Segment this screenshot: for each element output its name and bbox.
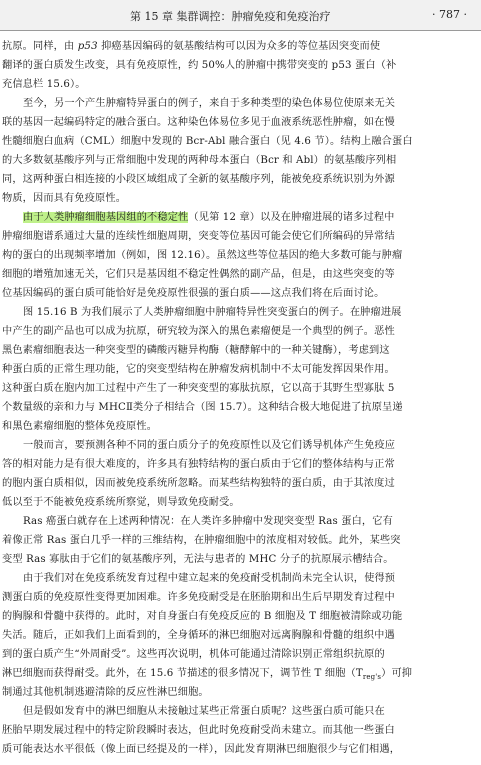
text-line [2,246,478,265]
text-segment: 种蛋白质的正常生理功能，它的突变型结构在肿瘤发病机制中不太可能发挥因果作用。 [2,364,395,375]
text-line [2,151,478,170]
text-line [2,265,478,284]
text-segment: 抗原。同样，由 [2,41,78,52]
text-segment: 答的相对能力是有很大难度的，许多具有独特结构的蛋白质由于它们的整体结构与正常 [2,459,395,470]
text-segment: 这种蛋白质在胞内加工过程中产生了一种突变型的寡肽抗原，它以高于其野生型寡肽 5 [2,383,395,394]
text-line [2,512,478,531]
text-segment: 肿瘤细胞谱系通过大量的连续性细胞周期，突变等位基因可能会使它们所编码的异常结 [2,231,395,242]
text-segment: 一般而言，要预测各种不同的蛋白质分子的免疫原性以及它们诱导机体产生免疫应 [23,440,396,451]
text-line [2,455,478,474]
text-line [2,132,478,151]
text-line [2,550,478,569]
header-rule [0,30,481,31]
text-line [2,170,478,189]
text-segment: 同，这两种蛋白相连接的小段区域组成了全新的氨基酸序列，能被免疫系统识别为外源 [2,174,395,185]
text-line [2,436,478,455]
text-line [2,322,478,341]
text-line [2,37,478,56]
text-segment: 到的蛋白质产生“外周耐受”。这些再次说明，机体可能通过清除识别正常组织抗原的 [2,649,385,660]
text-line [2,531,478,550]
text-segment: 制通过其他机制逃避清除的反应性淋巴细胞。 [2,687,209,698]
text-line [2,702,478,721]
text-segment: 翻译的蛋白质发生改变，具有免疫原性，约 50%人的肿瘤中携带突变的 p53 蛋白（补 [2,60,397,71]
text-segment: 着像正常 Ras 蛋白几乎一样的三维结构，在肿瘤细胞中的浓度相对较低。此外，某些突 [2,535,401,546]
text-segment: p53 [77,41,98,52]
text-line [2,645,478,664]
text-segment: 个数量级的亲和力与 MHCⅡ类分子相结合（图 15.7）。这种结合极大地促进了抗原呈递 [2,402,403,413]
text-segment: 由于我们对在免疫系统发育过程中建立起来的免疫耐受机制尚未完全认识，使得预 [23,573,396,584]
text-segment: 充信息栏 15.6）。 [2,79,86,90]
text-segment: （见第 12 章）以及在肿瘤进展的诸多过程中 [188,212,395,223]
text-segment: 性髓细胞白血病（CML）细胞中发现的 Bcr-Abl 融合蛋白（见 4.6 节）。结构上融合蛋白 [2,136,413,147]
text-segment: 失活。随后，正如我们上面看到的，全身循环的淋巴细胞对远离胸腺和骨髓的组织中遇 [2,630,395,641]
text-segment: ）可抑 [381,668,413,679]
text-line [2,284,478,303]
text-line [2,493,478,512]
text-segment: 的胸腺和骨髓中获得的。此时，对自身蛋白有免疫反应的 B 细胞及 T 细胞被清除或功能 [2,611,403,622]
page-number: · 787 · [432,8,467,21]
text-line [2,56,478,75]
running-header [0,0,481,30]
text-segment: 位基因编码的蛋白质可能恰好是免疫原性很强的蛋白质——这点我们将在后面讨论。 [2,288,385,299]
text-segment: 抑癌基因编码的氨基酸结构可以因为众多的等位基因突变而使 [97,41,381,52]
text-segment: 的大多数氨基酸序列与正常细胞中发现的两种母本蛋白（Bcr 和 Abl）的氨基酸序列相 [2,155,397,166]
text-line [2,569,478,588]
chapter-title: 第 15 章 集群调控：肿瘤免疫和免疫治疗 [130,10,331,23]
text-segment: 测蛋白质的免疫原性变得更加困难。许多免疫耐受是在胚胎期和出生后早期发育过程中 [2,592,395,603]
text-line [2,721,478,740]
text-line [2,626,478,645]
highlighted-text: 由于人类肿瘤细胞基因组的不稳定性 [23,212,189,223]
text-line [2,189,478,208]
text-segment: 物质，因而具有免疫原性。 [2,193,127,204]
text-segment: 质可能表达水平很低（像上面已经提及的一样），因此发育期淋巴细胞很少与它们相遇， [2,744,401,755]
text-line [2,75,478,94]
text-segment: Ras 癌蛋白就存在上述两种情况：在人类许多肿瘤中发现突变型 Ras 蛋白，它有 [23,516,393,527]
text-line [2,588,478,607]
text-line [2,360,478,379]
text-segment: 中产生的副产品也可以成为抗原，研究较为深入的黑色素瘤便是一个典型的例子。恶性 [2,326,395,337]
text-segment: 细胞的增殖加速无关，它们只是基因组不稳定性偶然的副产品，但是，由这些突变的等 [2,269,395,280]
text-line [2,379,478,398]
text-segment: 联的基因一起编码特定的融合蛋白。这种染色体易位多见于血液系统恶性肿瘤，如在慢 [2,117,395,128]
text-line [2,607,478,626]
text-segment: 低以至于不能被免疫系统所察觉，则导致免疫耐受。 [2,497,240,508]
text-line [2,683,478,702]
text-line [2,417,478,436]
text-line [2,227,478,246]
text-line [2,303,478,322]
text-segment: reg's [362,673,382,682]
text-segment: 变型 Ras 寡肽由于它们的氨基酸序列，无法与患者的 MHC 分子的抗原展示槽结合。 [2,554,394,565]
text-segment: 淋巴细胞而获得耐受。此外，在 15.6 节描述的很多情况下，调节性 T 细胞（T [2,668,363,679]
text-segment: 构的蛋白的出现频率增加（例如，图 12.16）。虽然这些等位基因的绝大多数可能与肿瘤 [2,250,403,261]
text-segment: 图 15.16 B 为我们展示了人类肿瘤细胞中肿瘤特异性突变蛋白的例子。在肿瘤进展 [23,307,402,318]
text-line [2,740,478,759]
text-segment: 但是假如发育中的淋巴细胞从未接触过某些正常蛋白质呢？这些蛋白质可能只在 [23,706,385,717]
text-segment: 和黑色素瘤细胞的整体免疫原性。 [2,421,158,432]
text-segment: 至今，另一个产生肿瘤特异蛋白的例子，来自于多种类型的染色体易位使原来无关 [23,98,396,109]
text-line [2,208,478,227]
text-line [2,664,478,683]
text-line [2,474,478,493]
text-segment: 胚胎早期发展过程中的特定阶段瞬时表达，但此时免疫耐受尚未建立。而其他一些蛋白 [2,725,395,736]
text-line [2,94,478,113]
text-line [2,113,478,132]
text-segment: 黑色素瘤细胞表达一种突变型的磷酸丙糖异构酶（糖酵解中的一种关键酶），考虑到这 [2,345,390,356]
body-text [2,37,478,759]
text-line [2,398,478,417]
text-line [2,341,478,360]
text-segment: 的胞内蛋白质相似，因而被免疫系统所忽略。而某些结构独特的蛋白质，由于其浓度过 [2,478,395,489]
